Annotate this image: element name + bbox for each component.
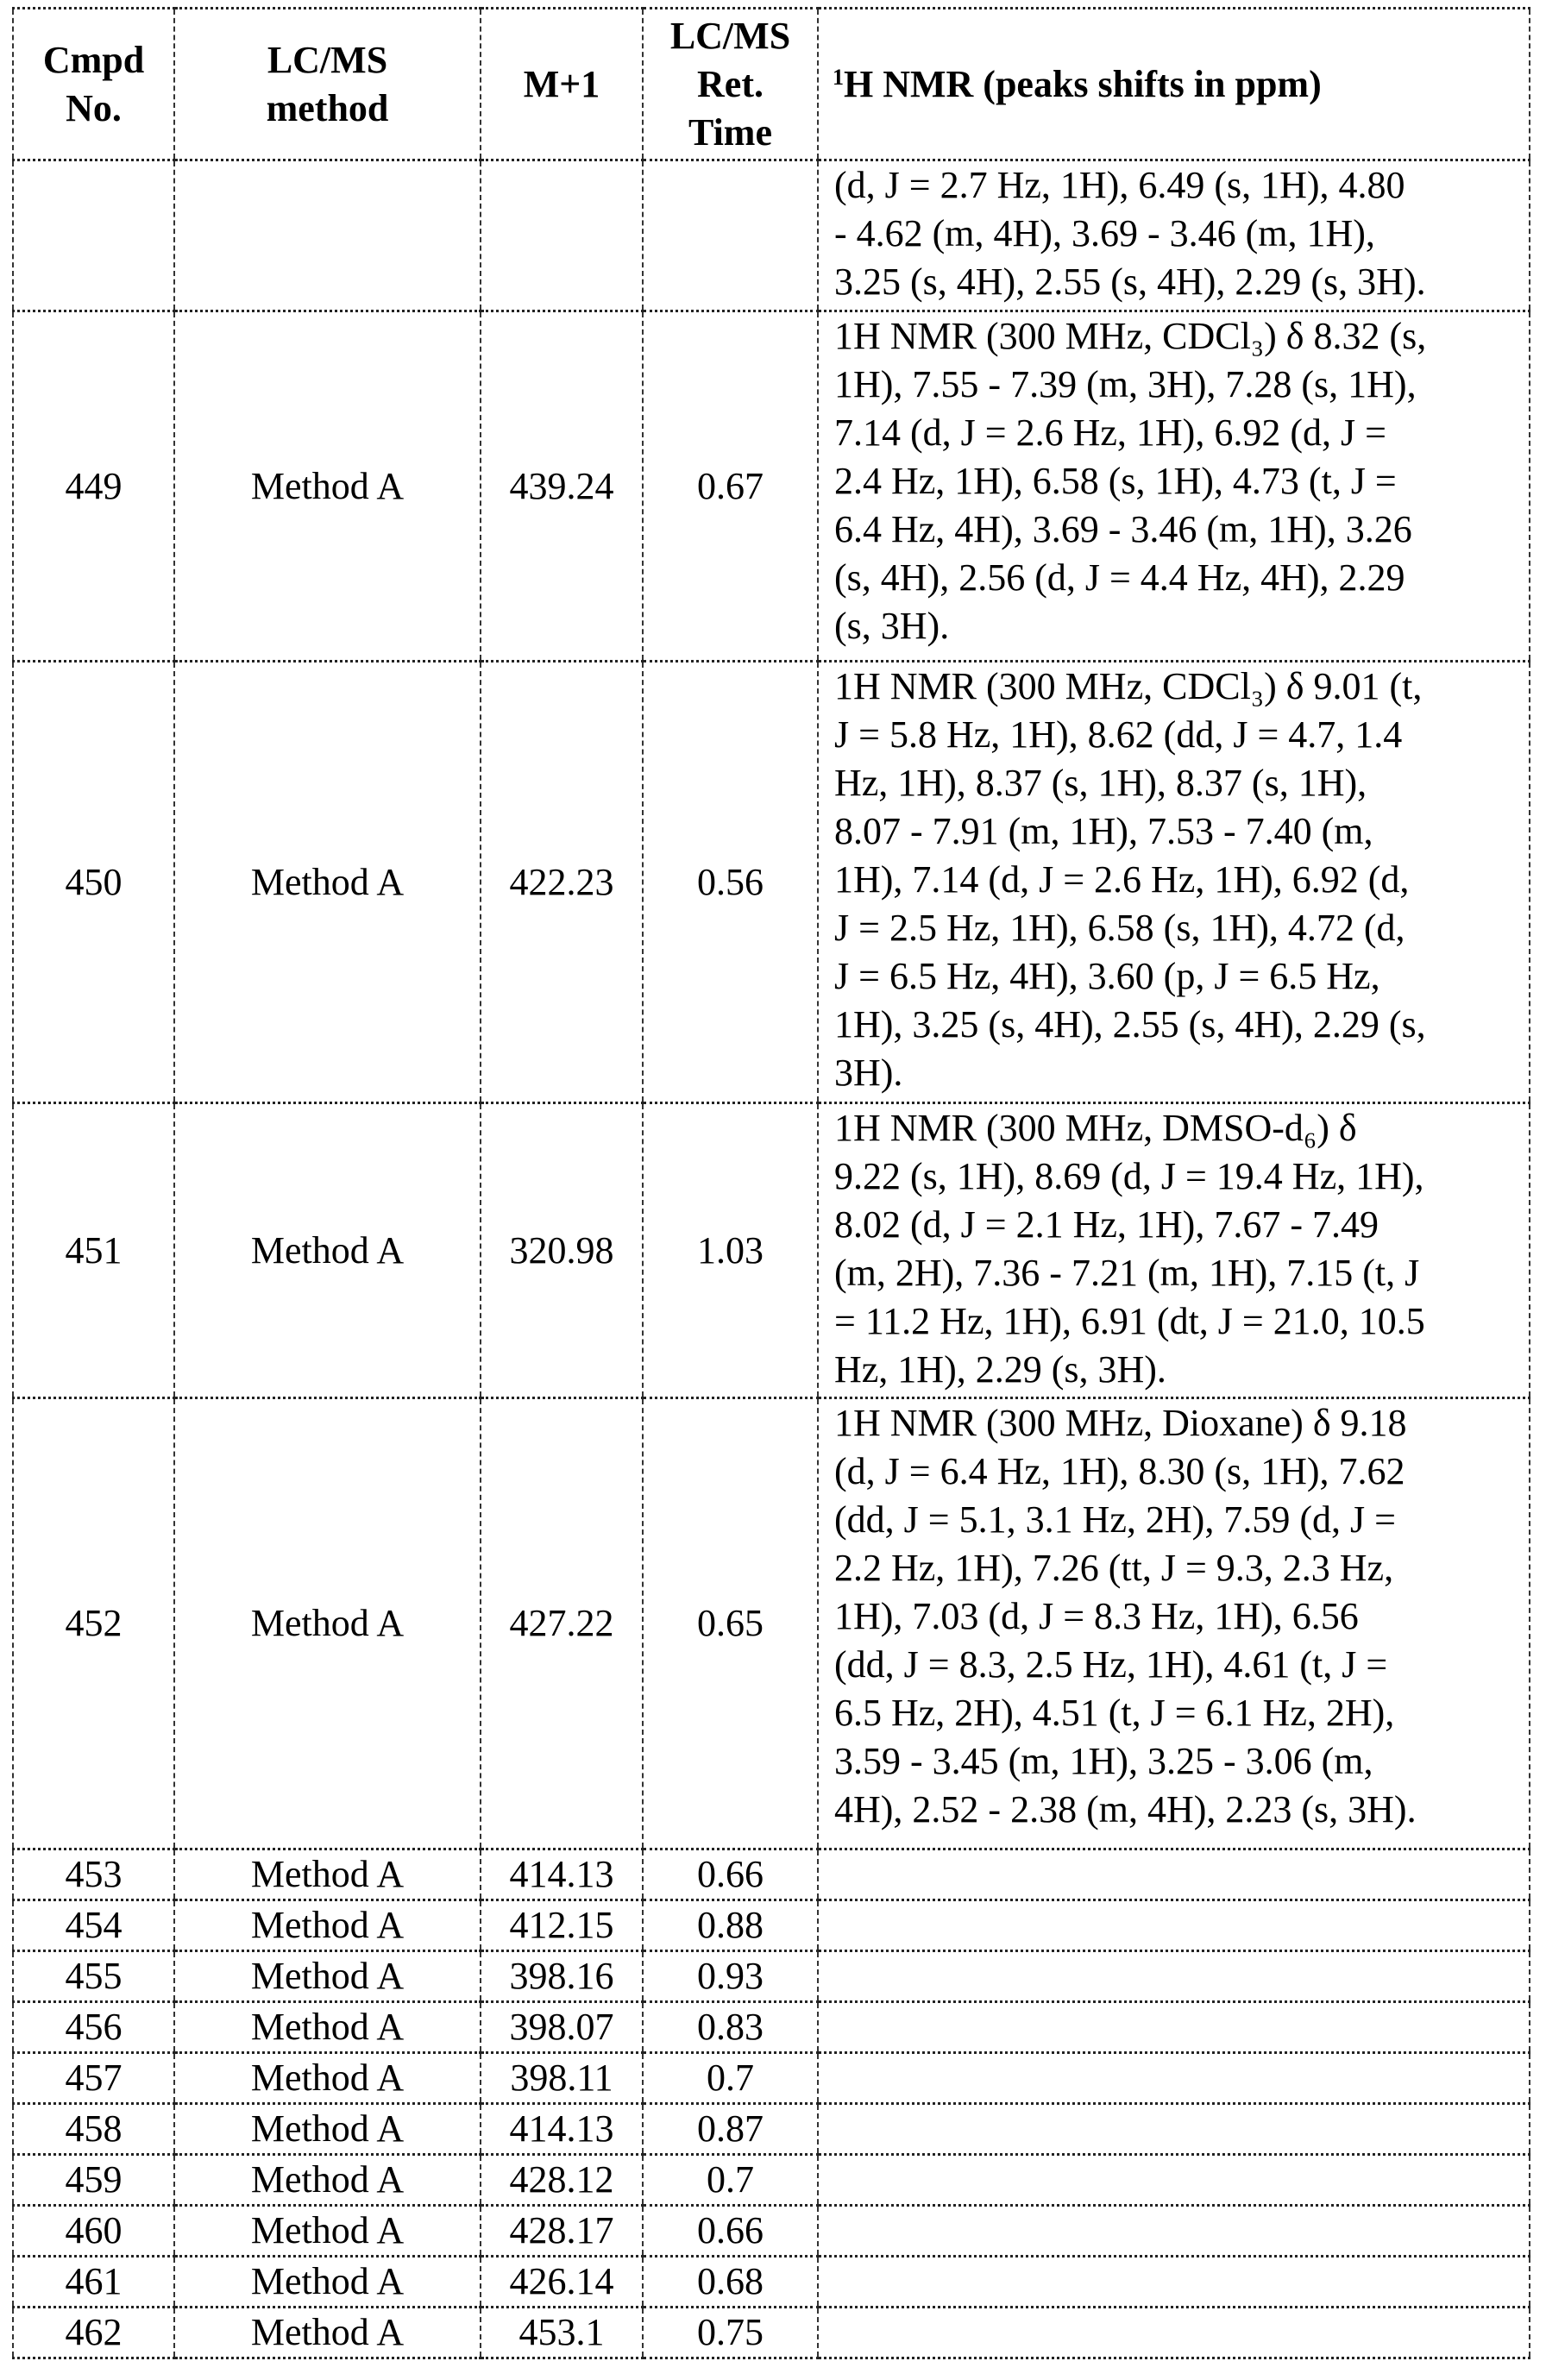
ret-time-cell: 0.75: [643, 2308, 818, 2358]
lcms-method-cell: [174, 160, 481, 311]
nmr-cell: [818, 2053, 1530, 2104]
nmr-line: (s, 3H).: [834, 602, 1529, 650]
nmr-cell: [818, 2257, 1530, 2308]
nmr-line: 8.07 - 7.91 (m, 1H), 7.53 - 7.40 (m,: [834, 807, 1529, 856]
header-nmr-label: H NMR (peaks shifts in ppm): [844, 63, 1322, 105]
ret-time-cell: 0.68: [643, 2257, 818, 2308]
nmr-line: 2.4 Hz, 1H), 6.58 (s, 1H), 4.73 (t, J =: [834, 457, 1529, 506]
nmr-cell: [818, 2206, 1530, 2257]
header-row: [13, 9, 1530, 160]
compound-data-table: [12, 7, 1530, 2359]
ret-time-cell: 1.03: [643, 1103, 818, 1398]
lcms-method-cell: Method A: [174, 2053, 481, 2104]
table-row: [13, 2206, 1530, 2257]
nmr-line: 1H NMR (300 MHz, CDCl₃) δ 8.32 (s,: [834, 312, 1529, 361]
table-row: [13, 1103, 1530, 1398]
cmpd-no-cell: 461: [13, 2257, 174, 2308]
header-line: Ret.: [644, 60, 817, 109]
ret-time-cell: 0.66: [643, 1849, 818, 1900]
nmr-line: (s, 4H), 2.56 (d, J = 4.4 Hz, 4H), 2.29: [834, 554, 1529, 602]
m-plus-1-cell: 422.23: [481, 662, 643, 1103]
nmr-line: J = 2.5 Hz, 1H), 6.58 (s, 1H), 4.72 (d,: [834, 904, 1529, 952]
nmr-cell: [818, 2155, 1530, 2206]
m-plus-1-cell: 398.07: [481, 2002, 643, 2053]
ret-time-cell: 0.93: [643, 1951, 818, 2002]
nmr-cell: [818, 311, 1530, 662]
m-plus-1-cell: 398.11: [481, 2053, 643, 2104]
nmr-line: 7.14 (d, J = 2.6 Hz, 1H), 6.92 (d, J =: [834, 409, 1529, 457]
m-plus-1-cell: 320.98: [481, 1103, 643, 1398]
cmpd-no-cell: 456: [13, 2002, 174, 2053]
cmpd-no-cell: 451: [13, 1103, 174, 1398]
cmpd-no-cell: 460: [13, 2206, 174, 2257]
nmr-line: 6.4 Hz, 4H), 3.69 - 3.46 (m, 1H), 3.26: [834, 506, 1529, 554]
m-plus-1-cell: 426.14: [481, 2257, 643, 2308]
table-row: [13, 2002, 1530, 2053]
lcms-method-cell: Method A: [174, 2257, 481, 2308]
table-row: [13, 311, 1530, 662]
nmr-line: 3.25 (s, 4H), 2.55 (s, 4H), 2.29 (s, 3H).: [834, 258, 1529, 306]
m-plus-1-cell: 398.16: [481, 1951, 643, 2002]
table-row: [13, 2104, 1530, 2155]
nmr-line: 6.5 Hz, 2H), 4.51 (t, J = 6.1 Hz, 2H),: [834, 1689, 1529, 1737]
nmr-line: 1H), 7.14 (d, J = 2.6 Hz, 1H), 6.92 (d,: [834, 856, 1529, 904]
nmr-line: 1H), 7.55 - 7.39 (m, 3H), 7.28 (s, 1H),: [834, 361, 1529, 409]
header-ret-time: [643, 9, 818, 160]
nmr-cell: [818, 1849, 1530, 1900]
header-nmr-superscript: 1: [833, 65, 844, 90]
header-m-plus-1: M+1: [481, 9, 643, 160]
m-plus-1-cell: 414.13: [481, 1849, 643, 1900]
nmr-line: J = 6.5 Hz, 4H), 3.60 (p, J = 6.5 Hz,: [834, 952, 1529, 1001]
lcms-method-cell: Method A: [174, 2206, 481, 2257]
ret-time-cell: 0.83: [643, 2002, 818, 2053]
lcms-method-cell: Method A: [174, 1951, 481, 2002]
table-row: [13, 160, 1530, 311]
m-plus-1-cell: 453.1: [481, 2308, 643, 2358]
ret-time-cell: 0.66: [643, 2206, 818, 2257]
nmr-cell: [818, 2308, 1530, 2358]
nmr-line: = 11.2 Hz, 1H), 6.91 (dt, J = 21.0, 10.5: [834, 1297, 1529, 1346]
lcms-method-cell: Method A: [174, 311, 481, 662]
lcms-method-cell: Method A: [174, 2104, 481, 2155]
ret-time-cell: [643, 160, 818, 311]
nmr-line: 9.22 (s, 1H), 8.69 (d, J = 19.4 Hz, 1H),: [834, 1152, 1529, 1201]
nmr-cell: [818, 1398, 1530, 1849]
lcms-method-cell: Method A: [174, 662, 481, 1103]
ret-time-cell: 0.7: [643, 2053, 818, 2104]
table-row: [13, 662, 1530, 1103]
nmr-line: 3H).: [834, 1049, 1529, 1097]
m-plus-1-cell: 412.15: [481, 1900, 643, 1951]
nmr-line: 1H NMR (300 MHz, CDCl₃) δ 9.01 (t,: [834, 663, 1529, 711]
nmr-cell: [818, 662, 1530, 1103]
nmr-line: - 4.62 (m, 4H), 3.69 - 3.46 (m, 1H),: [834, 210, 1529, 258]
lcms-method-cell: Method A: [174, 2002, 481, 2053]
nmr-line: (d, J = 2.7 Hz, 1H), 6.49 (s, 1H), 4.80: [834, 161, 1529, 210]
table-row: [13, 2257, 1530, 2308]
table-row: [13, 2308, 1530, 2358]
ret-time-cell: 0.67: [643, 311, 818, 662]
cmpd-no-cell: 455: [13, 1951, 174, 2002]
nmr-line: Hz, 1H), 2.29 (s, 3H).: [834, 1346, 1529, 1394]
table-row: [13, 1951, 1530, 2002]
cmpd-no-cell: 449: [13, 311, 174, 662]
cmpd-no-cell: 462: [13, 2308, 174, 2358]
lcms-method-cell: Method A: [174, 1900, 481, 1951]
table-row: [13, 1849, 1530, 1900]
nmr-line: 1H NMR (300 MHz, Dioxane) δ 9.18: [834, 1399, 1529, 1447]
nmr-line: 2.2 Hz, 1H), 7.26 (tt, J = 9.3, 2.3 Hz,: [834, 1544, 1529, 1592]
table-row: [13, 1900, 1530, 1951]
nmr-cell: [818, 2002, 1530, 2053]
m-plus-1-cell: 428.12: [481, 2155, 643, 2206]
cmpd-no-cell: 454: [13, 1900, 174, 1951]
ret-time-cell: 0.65: [643, 1398, 818, 1849]
cmpd-no-cell: 457: [13, 2053, 174, 2104]
header-lcms-method: [174, 9, 481, 160]
header-nmr: [818, 9, 1530, 160]
nmr-cell: [818, 160, 1530, 311]
ret-time-cell: 0.87: [643, 2104, 818, 2155]
header-line: Cmpd: [14, 36, 173, 85]
lcms-method-cell: Method A: [174, 2155, 481, 2206]
nmr-line: 1H NMR (300 MHz, DMSO-d₆) δ: [834, 1104, 1529, 1152]
table-row: [13, 1398, 1530, 1849]
nmr-line: 8.02 (d, J = 2.1 Hz, 1H), 7.67 - 7.49: [834, 1201, 1529, 1249]
nmr-cell: [818, 2104, 1530, 2155]
ret-time-cell: 0.56: [643, 662, 818, 1103]
lcms-method-cell: Method A: [174, 1849, 481, 1900]
ret-time-cell: 0.7: [643, 2155, 818, 2206]
cmpd-no-cell: [13, 160, 174, 311]
nmr-cell: [818, 1951, 1530, 2002]
cmpd-no-cell: 452: [13, 1398, 174, 1849]
table-row: [13, 2155, 1530, 2206]
m-plus-1-cell: 427.22: [481, 1398, 643, 1849]
nmr-line: 1H), 7.03 (d, J = 8.3 Hz, 1H), 6.56: [834, 1592, 1529, 1641]
header-line: LC/MS: [644, 12, 817, 60]
cmpd-no-cell: 458: [13, 2104, 174, 2155]
lcms-method-cell: Method A: [174, 1103, 481, 1398]
cmpd-no-cell: 450: [13, 662, 174, 1103]
lcms-method-cell: Method A: [174, 2308, 481, 2358]
cmpd-no-cell: 459: [13, 2155, 174, 2206]
nmr-cell: [818, 1900, 1530, 1951]
nmr-line: 3.59 - 3.45 (m, 1H), 3.25 - 3.06 (m,: [834, 1737, 1529, 1786]
header-line: method: [175, 85, 480, 133]
nmr-line: (d, J = 6.4 Hz, 1H), 8.30 (s, 1H), 7.62: [834, 1447, 1529, 1496]
nmr-line: Hz, 1H), 8.37 (s, 1H), 8.37 (s, 1H),: [834, 759, 1529, 807]
nmr-line: 1H), 3.25 (s, 4H), 2.55 (s, 4H), 2.29 (s,: [834, 1001, 1529, 1049]
nmr-cell: [818, 1103, 1530, 1398]
m-plus-1-cell: 428.17: [481, 2206, 643, 2257]
lcms-method-cell: Method A: [174, 1398, 481, 1849]
nmr-line: (m, 2H), 7.36 - 7.21 (m, 1H), 7.15 (t, J: [834, 1249, 1529, 1297]
table-row: [13, 2053, 1530, 2104]
ret-time-cell: 0.88: [643, 1900, 818, 1951]
m-plus-1-cell: 439.24: [481, 311, 643, 662]
header-line: LC/MS: [175, 36, 480, 85]
m-plus-1-cell: [481, 160, 643, 311]
nmr-line: 4H), 2.52 - 2.38 (m, 4H), 2.23 (s, 3H).: [834, 1786, 1529, 1834]
header-cmpd-no: [13, 9, 174, 160]
header-line: Time: [644, 109, 817, 157]
nmr-line: (dd, J = 5.1, 3.1 Hz, 2H), 7.59 (d, J =: [834, 1496, 1529, 1544]
cmpd-no-cell: 453: [13, 1849, 174, 1900]
m-plus-1-cell: 414.13: [481, 2104, 643, 2155]
nmr-line: (dd, J = 8.3, 2.5 Hz, 1H), 4.61 (t, J =: [834, 1641, 1529, 1689]
header-line: No.: [14, 85, 173, 133]
nmr-line: J = 5.8 Hz, 1H), 8.62 (dd, J = 4.7, 1.4: [834, 711, 1529, 759]
